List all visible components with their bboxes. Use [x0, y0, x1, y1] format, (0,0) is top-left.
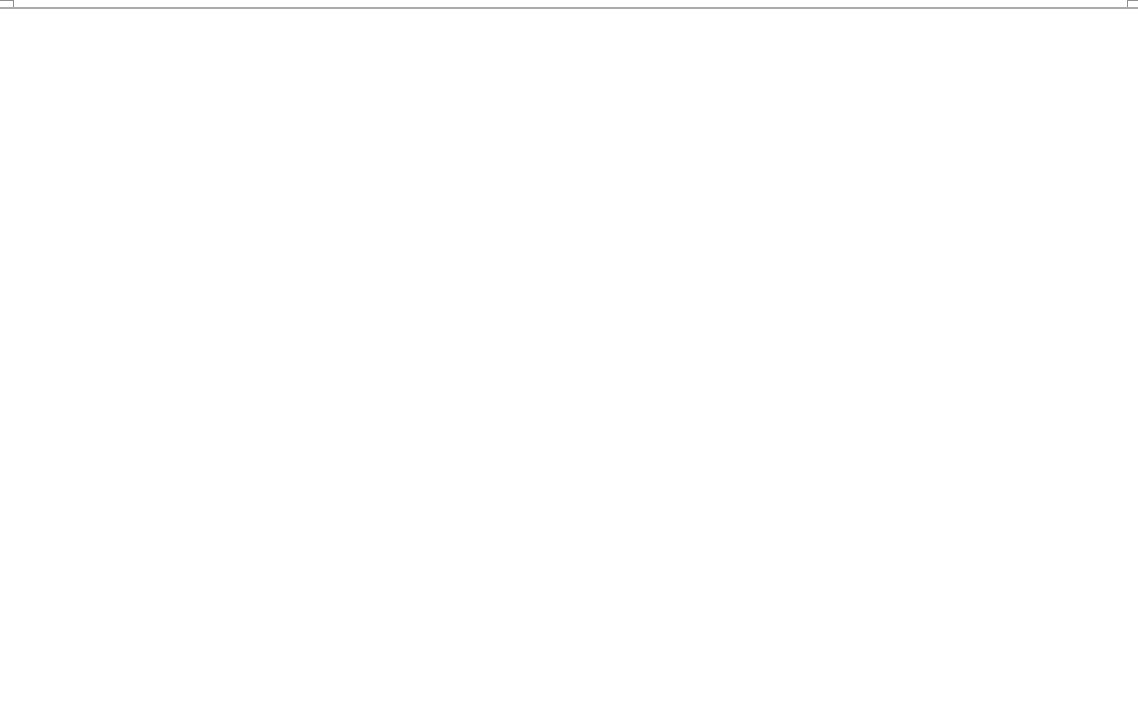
page-boundary-rule	[0, 7, 1138, 9]
